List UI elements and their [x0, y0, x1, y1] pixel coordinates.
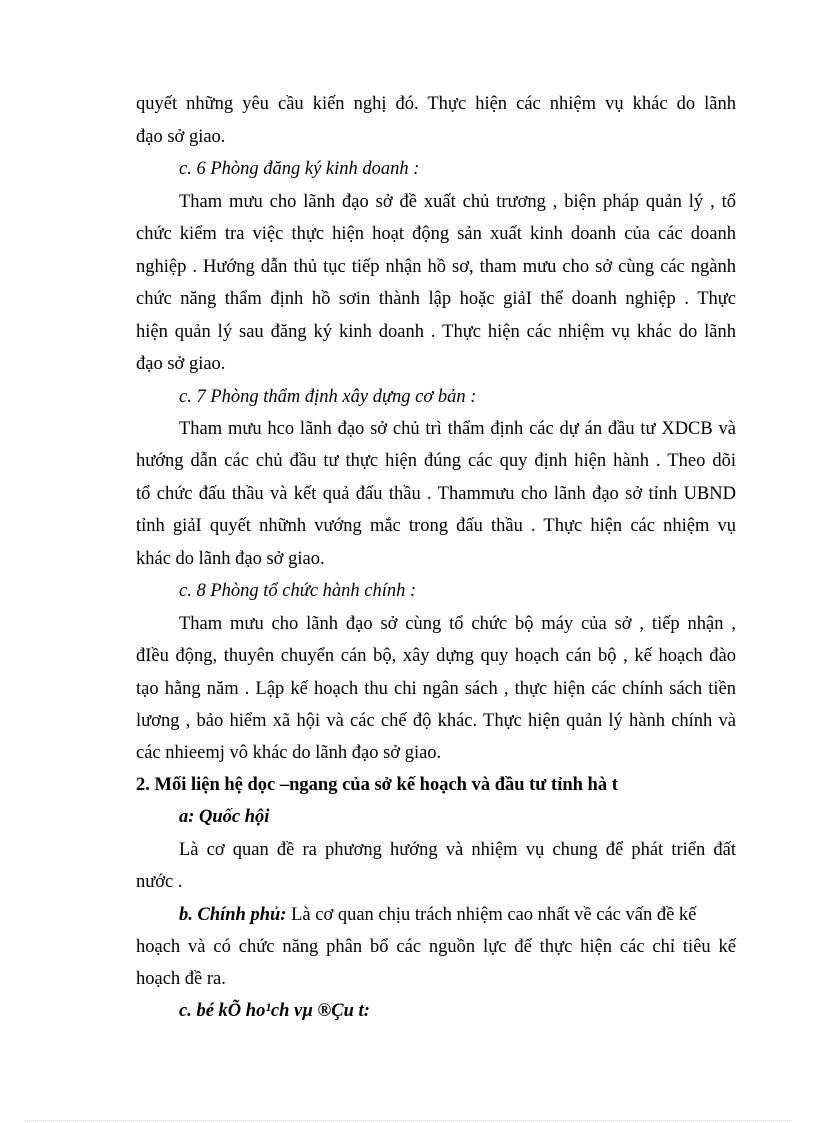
subsection-heading: a: Quốc hội	[179, 807, 270, 827]
paragraph-line: lương , bảo hiểm xã hội và các chế độ khác. Thực hiện quản lý hành chính và	[136, 711, 736, 731]
paragraph-line: các nhieemj vô khác do lãnh đạo sở giao.	[136, 743, 442, 763]
section-title: 2. Mối liện hệ dọc –ngang của sở kế hoạch và đầu tư tỉnh hà t	[136, 775, 618, 795]
paragraph-line: đạo sở giao.	[136, 127, 226, 147]
paragraph-line: tỉnh giảI quyết nhữnh vướng mắc trong đấu thầu . Thực hiện các nhiệm vụ	[136, 516, 736, 536]
subsection-heading: b. Chính phủ:	[179, 905, 287, 925]
paragraph-line: tạo hằng năm . Lập kế hoạch thu chi ngân sách , thực hiện các chính sách tiền	[136, 679, 736, 699]
paragraph-line: Là cơ quan đề ra phương hướng và nhiệm vụ chung để phát triển đất	[179, 840, 736, 860]
footer-divider	[24, 1120, 792, 1121]
paragraph-line: đIều động, thuyên chuyển cán bộ, xây dựng quy hoạch cán bộ , kế hoạch đào	[136, 646, 736, 666]
paragraph-line: hoạch và có chức năng phân bổ các nguồn lực để thực hiện các chỉ tiêu kế	[136, 937, 736, 957]
paragraph-line: chức năng thẩm định hồ sơin thành lập hoặc giảI thể doanh nghiệp . Thực	[136, 289, 736, 309]
paragraph-line: chức kiểm tra việc thực hiện hoạt động sản xuất kinh doanh của các doanh	[136, 224, 736, 244]
paragraph-line: hướng dẫn các chủ đầu tư thực hiện đúng các quy định hiện hành . Theo dõi	[136, 451, 736, 471]
paragraph-line: khác do lãnh đạo sở giao.	[136, 549, 325, 569]
paragraph-line: nghiệp . Hướng dẫn thủ tục tiếp nhận hồ sơ, tham mưu cho sở cùng các ngành	[136, 257, 736, 277]
paragraph-line: tổ chức đấu thầu và kết quả đấu thầu . Thammưu cho lãnh đạo sở tỉnh UBND	[136, 484, 736, 504]
section-heading: c. 8 Phòng tổ chức hành chính :	[179, 581, 417, 601]
section-heading: c. 6 Phòng đăng ký kinh doanh :	[179, 159, 420, 179]
paragraph-line: đạo sở giao.	[136, 354, 226, 374]
paragraph-line: Tham mưu cho lãnh đạo sở đề xuất chủ trương , biện pháp quản lý , tổ	[179, 192, 736, 212]
paragraph-line	[179, 903, 736, 927]
paragraph-line: nước .	[136, 872, 183, 892]
paragraph-line: Tham mưu cho lãnh đạo sở cùng tổ chức bộ máy của sở , tiếp nhận ,	[179, 614, 736, 634]
paragraph-line: hiện quản lý sau đăng ký kinh doanh . Thực hiện các nhiệm vụ khác do lãnh	[136, 322, 736, 342]
subsection-heading: c. bé kÕ ho¹ch vµ ®Çu t:	[179, 1001, 370, 1021]
paragraph-line: Tham mưu hco lãnh đạo sở chủ trì thẩm định các dự án đầu tư XDCB và	[179, 419, 736, 439]
paragraph-line: hoạch đề ra.	[136, 969, 226, 989]
paragraph-line: quyết những yêu cầu kiến nghị đó. Thực hiện các nhiệm vụ khác do lãnh	[136, 94, 736, 114]
inline-text: Là cơ quan chịu trách nhiệm cao nhất về các vấn đề kế	[286, 905, 697, 925]
section-heading: c. 7 Phòng thẩm định xây dựng cơ bản :	[179, 387, 477, 407]
